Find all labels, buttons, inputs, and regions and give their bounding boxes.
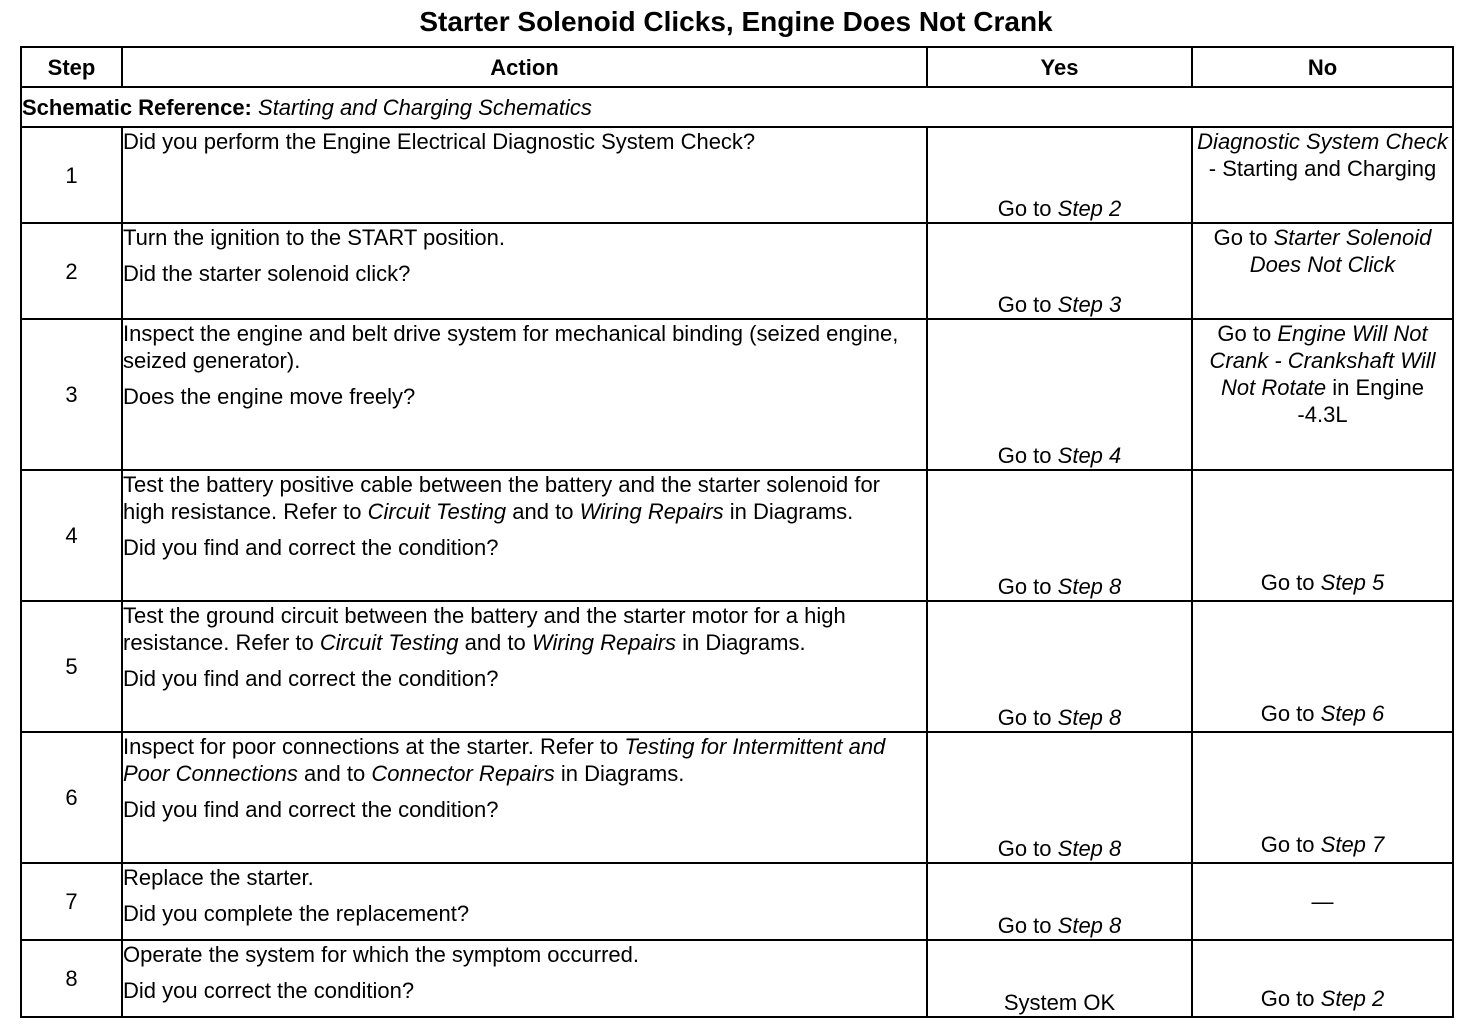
step-number: 6 xyxy=(21,732,122,863)
yes-link[interactable]: Step 8 xyxy=(1057,705,1122,730)
table-row xyxy=(21,863,1453,940)
action-text-part: Test the ground circuit between the battery and the starter motor for a high resistance. Refer to xyxy=(123,603,846,655)
reference-link[interactable]: Wiring Repairs xyxy=(531,630,676,655)
action-question: Did you find and correct the condition? xyxy=(123,666,499,691)
yes-link[interactable]: Step 3 xyxy=(1057,292,1122,317)
no-cell xyxy=(1192,470,1453,601)
no-cell xyxy=(1192,223,1453,319)
table-row xyxy=(21,319,1453,470)
action-text xyxy=(123,733,926,787)
action-cell xyxy=(122,601,927,732)
step-number: 7 xyxy=(21,863,122,940)
action-question: Did you find and correct the condition? xyxy=(123,797,499,822)
no-prefix: Go to xyxy=(1260,832,1315,857)
no-prefix: Go to xyxy=(1260,570,1315,595)
table-row xyxy=(21,470,1453,601)
action-text-part: in Diagrams. xyxy=(682,630,806,655)
action-cell xyxy=(122,223,927,319)
table-row xyxy=(21,940,1453,1017)
header-no: No xyxy=(1192,47,1453,87)
reference-link[interactable]: Connector Repairs xyxy=(371,761,555,786)
action-text: Replace the starter. xyxy=(123,865,314,890)
no-link[interactable]: Engine Will Not Crank - Crankshaft Will Not Rotate xyxy=(1209,321,1436,400)
table-row xyxy=(21,732,1453,863)
schematic-reference-row xyxy=(21,87,1453,127)
no-cell xyxy=(1192,319,1453,470)
yes-link[interactable]: Step 4 xyxy=(1057,443,1122,468)
step-number: 1 xyxy=(21,127,122,223)
action-question: Did you find and correct the condition? xyxy=(123,535,499,560)
yes-prefix: Go to xyxy=(997,196,1052,221)
reference-link[interactable]: Testing for Intermittent and Poor Connections xyxy=(123,734,886,786)
yes-link[interactable]: Step 8 xyxy=(1057,913,1122,938)
no-cell xyxy=(1192,601,1453,732)
action-text-part: and to xyxy=(464,630,526,655)
no-prefix: Go to xyxy=(1260,986,1315,1011)
action-cell xyxy=(122,940,927,1017)
action-cell xyxy=(122,319,927,470)
action-text-part: Inspect for poor connections at the starter. Refer to xyxy=(123,734,619,759)
action-question: Did the starter solenoid click? xyxy=(123,261,411,286)
table-row xyxy=(21,601,1453,732)
action-text xyxy=(123,471,926,525)
page-title: Starter Solenoid Clicks, Engine Does Not Crank xyxy=(419,6,1053,37)
no-link[interactable]: Step 6 xyxy=(1320,701,1385,726)
schematic-reference xyxy=(21,87,1453,127)
action-text-part: and to xyxy=(304,761,366,786)
yes-cell xyxy=(927,863,1192,940)
header-yes: Yes xyxy=(927,47,1192,87)
schematic-reference-label: Schematic Reference: xyxy=(22,94,252,120)
action-question: Does the engine move freely? xyxy=(123,384,416,409)
no-cell xyxy=(1192,863,1453,940)
yes-prefix: Go to xyxy=(997,836,1052,861)
yes-cell xyxy=(927,127,1192,223)
header-step: Step xyxy=(21,47,122,87)
yes-prefix: Go to xyxy=(997,913,1052,938)
no-cell xyxy=(1192,940,1453,1017)
no-cell xyxy=(1192,732,1453,863)
action-text-part: in Diagrams. xyxy=(560,761,685,786)
no-link[interactable]: Step 2 xyxy=(1320,986,1385,1011)
no-dash: — xyxy=(1311,889,1334,914)
yes-cell xyxy=(927,319,1192,470)
step-number: 3 xyxy=(21,319,122,470)
schematic-reference-link[interactable]: Starting and Charging Schematics xyxy=(258,94,592,120)
yes-link[interactable]: Step 2 xyxy=(1057,196,1122,221)
no-suffix: in Engine -4.3L xyxy=(1297,375,1425,427)
yes-prefix: Go to xyxy=(997,443,1052,468)
header-action: Action xyxy=(122,47,927,87)
action-cell xyxy=(122,127,927,223)
action-text-part: and to xyxy=(512,499,574,524)
yes-prefix: Go to xyxy=(997,705,1052,730)
yes-cell xyxy=(927,732,1192,863)
reference-link[interactable]: Wiring Repairs xyxy=(579,499,724,524)
yes-cell xyxy=(927,601,1192,732)
step-number: 8 xyxy=(21,940,122,1017)
action-question: Did you complete the replacement? xyxy=(123,901,470,926)
no-link[interactable]: Starter Solenoid Does Not Click xyxy=(1249,225,1432,277)
action-cell xyxy=(122,470,927,601)
yes-prefix: Go to xyxy=(997,574,1052,599)
no-prefix: Go to xyxy=(1217,321,1272,346)
reference-link[interactable]: Circuit Testing xyxy=(319,630,459,655)
yes-cell xyxy=(927,470,1192,601)
action-text: Turn the ignition to the START position. xyxy=(123,225,505,250)
no-cell xyxy=(1192,127,1453,223)
no-suffix: - Starting and Charging xyxy=(1208,156,1437,181)
yes-text: System OK xyxy=(1003,990,1116,1015)
table-row xyxy=(21,127,1453,223)
header-row xyxy=(21,47,1453,87)
step-number: 4 xyxy=(21,470,122,601)
action-question: Did you correct the condition? xyxy=(123,978,415,1003)
yes-cell xyxy=(927,223,1192,319)
action-text: Did you perform the Engine Electrical Diagnostic System Check? xyxy=(123,129,756,154)
yes-prefix: Go to xyxy=(997,292,1052,317)
yes-cell xyxy=(927,940,1192,1017)
action-cell xyxy=(122,863,927,940)
diagnostic-table xyxy=(20,46,1454,1018)
no-link[interactable]: Step 7 xyxy=(1320,832,1385,857)
no-prefix: Go to xyxy=(1260,701,1315,726)
yes-link[interactable]: Step 8 xyxy=(1057,574,1122,599)
yes-link[interactable]: Step 8 xyxy=(1057,836,1122,861)
step-number: 5 xyxy=(21,601,122,732)
action-text: Inspect the engine and belt drive system for mechanical binding (seized engine, seized generator). xyxy=(123,321,899,373)
action-text: Operate the system for which the symptom occurred. xyxy=(123,942,639,967)
action-cell xyxy=(122,732,927,863)
action-text xyxy=(123,602,926,656)
action-text-part: in Diagrams. xyxy=(729,499,854,524)
reference-link[interactable]: Circuit Testing xyxy=(367,499,507,524)
no-link[interactable]: Step 5 xyxy=(1320,570,1385,595)
no-prefix: Go to xyxy=(1213,225,1268,250)
action-text-part: Test the battery positive cable between the battery and the starter solenoid for high resistance. Refer to xyxy=(123,472,881,524)
step-number: 2 xyxy=(21,223,122,319)
no-link[interactable]: Diagnostic System Check xyxy=(1197,129,1448,154)
table-row xyxy=(21,223,1453,319)
